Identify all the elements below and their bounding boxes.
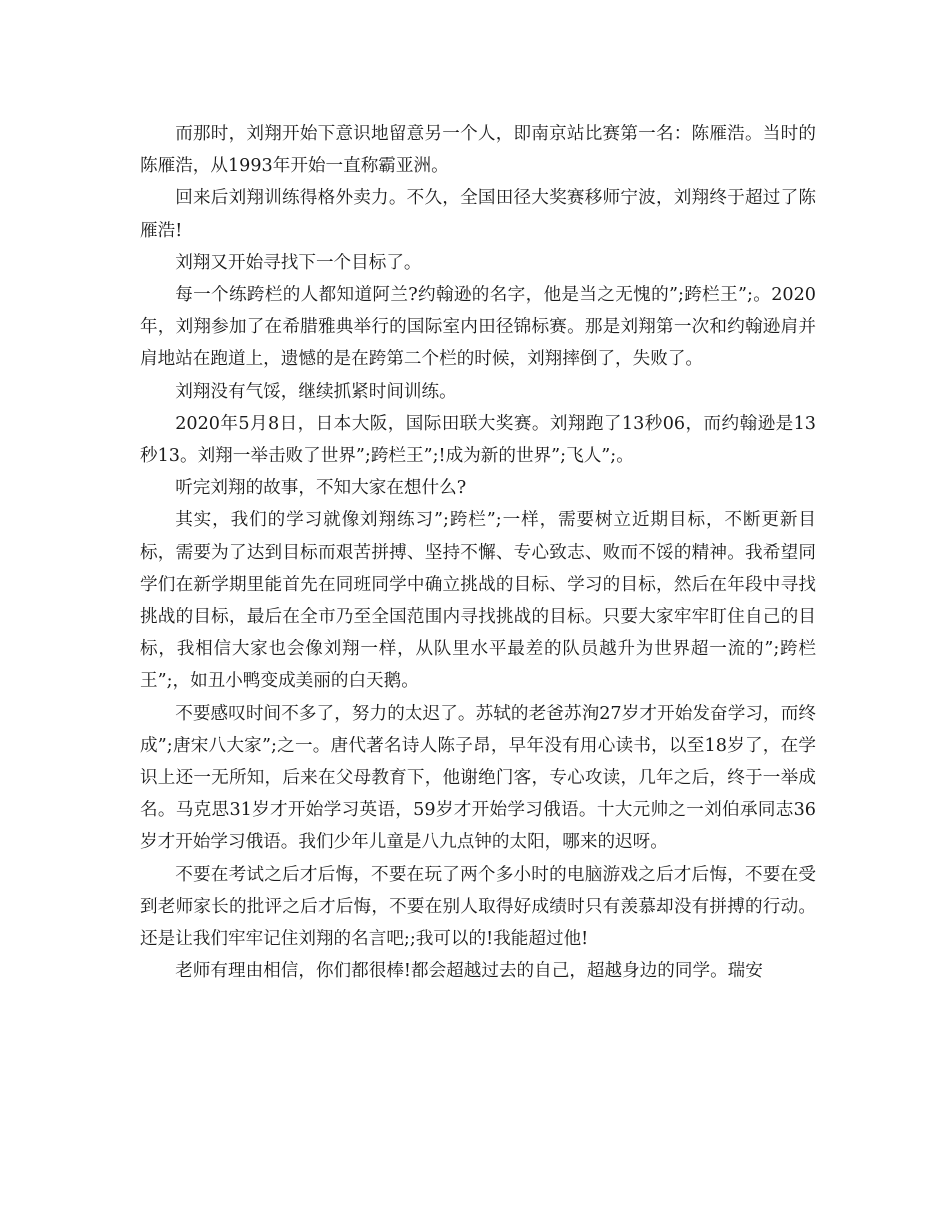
paragraph-4: 每一个练跨栏的人都知道阿兰?约翰逊的名字，他是当之无愧的”;跨栏王”;。2020年，刘翔参加了在希腊雅典举行的国际室内田径锦标赛。那是刘翔第一次和约翰逊肩并肩地站在跑道上，遗憾的是在跨第二个栏的时候，刘翔摔倒了，失败了。 — [140, 285, 816, 370]
paragraph-3: 刘翔又开始寻找下一个目标了。 — [175, 252, 422, 273]
paragraph-9: 不要感叹时间不多了，努力的太迟了。苏轼的老爸苏洵27岁才开始发奋学习，而终成”;唐宋八大家”;之一。唐代著名诗人陈子昂，早年没有用心读书，以至18岁了，在学识上还一无所知，后来在父母教育下，他谢绝门客，专心攻读，几年之后，终于一举成名。马克思31岁才开始学习英语，59岁才开始学习俄语。十大元帅之一刘伯承同志36岁才开始学习俄语。我们少年儿童是八九点钟的太阳，哪来的迟呀。 — [140, 703, 816, 853]
paragraph-5: 刘翔没有气馁，继续抓紧时间训练。 — [175, 381, 457, 402]
paragraph-10: 不要在考试之后才后悔，不要在玩了两个多小时的电脑游戏之后才后悔，不要在受到老师家长的批评之后才后悔，不要在别人取得好成绩时只有羡慕却没有拼搏的行动。还是让我们牢牢记住刘翔的名言吧;;我可以的!我能超过他! — [140, 864, 816, 950]
paragraph-6: 2020年5月8日，日本大阪，国际田联大奖赛。刘翔跑了13秒06，而约翰逊是13秒13。刘翔一举击败了世界”;跨栏王”;!成为新的世界”;飞人”;。 — [140, 413, 816, 467]
document-body — [140, 118, 816, 987]
paragraph-2: 回来后刘翔训练得格外卖力。不久，全国田径大奖赛移师宁波，刘翔终于超过了陈雁浩! — [140, 188, 816, 241]
paragraph-7: 听完刘翔的故事，不知大家在想什么? — [175, 478, 467, 499]
paragraph-1: 而那时，刘翔开始下意识地留意另一个人，即南京站比赛第一名：陈雁浩。当时的陈雁浩，从1993年开始一直称霸亚洲。 — [140, 124, 816, 177]
paragraph-8: 其实，我们的学习就像刘翔练习”;跨栏”;一样，需要树立近期目标，不断更新目标，需要为了达到目标而艰苦拼搏、坚持不懈、专心致志、败而不馁的精神。我希望同学们在新学期里能首先在同班同学中确立挑战的目标、学习的目标，然后在年段中寻找挑战的目标，最后在全市乃至全国范围内寻找挑战的目标。只要大家牢牢盯住自己的目标，我相信大家也会像刘翔一样，从队里水平最差的队员越升为世界超一流的”;跨栏王”;，如丑小鸭变成美丽的白天鹅。 — [140, 510, 816, 692]
paragraph-11: 老师有理由相信，你们都很棒!都会超越过去的自己，超越身边的同学。瑞安 — [175, 961, 763, 982]
